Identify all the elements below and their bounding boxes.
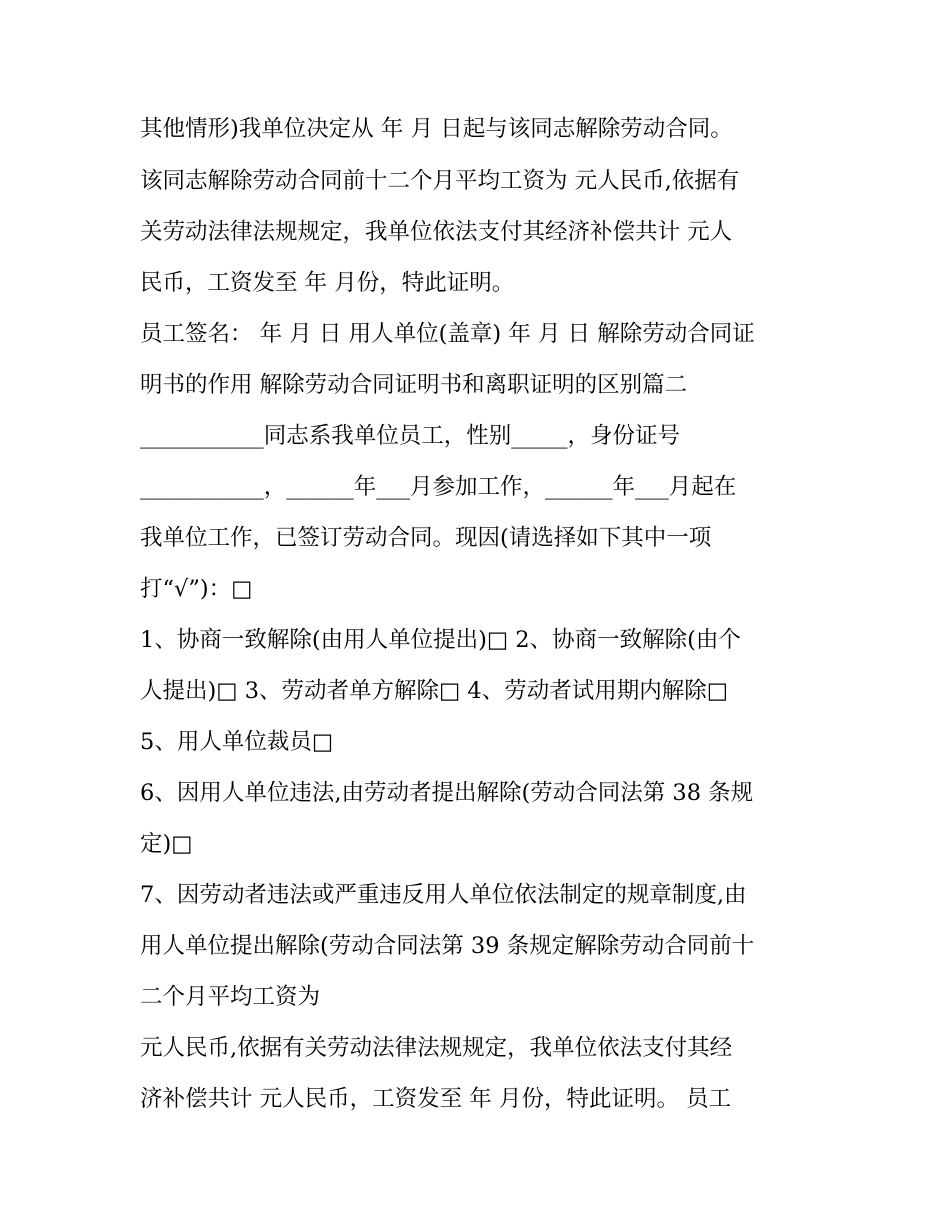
text-line: ___________同志系我单位员工，性别_____，身份证号 xyxy=(140,423,681,449)
text-line: 7、因劳动者违法或严重违反用人单位依法制定的规章制度,由 xyxy=(140,882,747,908)
text-line: 明书的作用 解除劳动合同证明书和离职证明的区别篇二 xyxy=(140,372,688,398)
text-line: 6、因用人单位违法,由劳动者提出解除(劳动合同法第 38 条规 xyxy=(140,780,754,806)
text-line: 1、协商一致解除(由用人单位提出)□ 2、协商一致解除(由个 xyxy=(140,627,741,653)
text-line: 二个月平均工资为 xyxy=(140,984,321,1010)
text-line: 其他情形)我单位决定从 年 月 日起与该同志解除劳动合同。 xyxy=(140,116,733,142)
text-line: 员工签名： 年 月 日 用人单位(盖章) 年 月 日 解除劳动合同证 xyxy=(140,321,755,347)
text-line: 关劳动法律法规规定，我单位依法支付其经济补偿共计 元人 xyxy=(140,219,733,245)
text-line: 人提出)□ 3、劳动者单方解除□ 4、劳动者试用期内解除□ xyxy=(140,678,728,704)
text-line: 民币，工资发至 年 月份，特此证明。 xyxy=(140,270,515,296)
text-line: 济补偿共计 元人民币，工资发至 年 月份，特此证明。 员工 xyxy=(140,1086,732,1112)
text-line: 5、用人单位裁员□ xyxy=(140,729,334,755)
text-line: 定)□ xyxy=(140,831,193,857)
text-line: 该同志解除劳动合同前十二个月平均工资为 元人民币,依据有 xyxy=(140,168,740,194)
text-line: 打“√”)：□ xyxy=(140,576,253,602)
text-line: 我单位工作，已签订劳动合同。现因(请选择如下其中一项 xyxy=(140,525,712,551)
text-line: 用人单位提出解除(劳动合同法第 39 条规定解除劳动合同前十 xyxy=(140,933,755,959)
text-line: ___________，______年___月参加工作，______年___月起在 xyxy=(140,474,737,500)
text-line: 元人民币,依据有关劳动法律法规规定，我单位依法支付其经 xyxy=(140,1035,733,1061)
